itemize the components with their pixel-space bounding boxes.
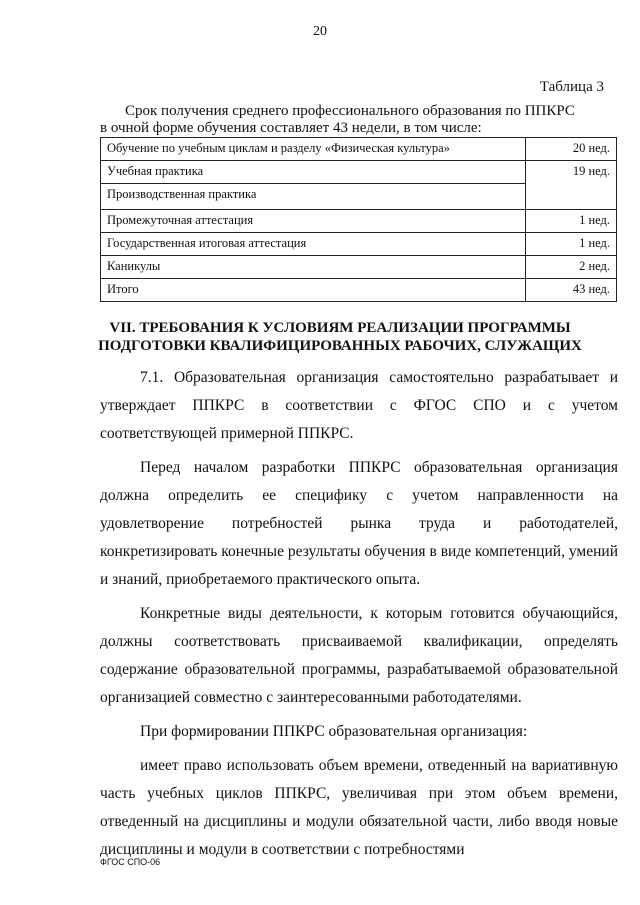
table-row [101, 233, 617, 256]
row-value: 19 нед. [526, 161, 617, 210]
section-heading [60, 319, 620, 355]
row-value: 20 нед. [526, 138, 617, 161]
table-row [101, 279, 617, 302]
study-duration-table [100, 137, 617, 302]
paragraph: имеет право использовать объем времени, отведенный на вариативную часть учебных циклов ППКРС, увеличивая при этом объем времени, отведенный на дисциплины и модули обязательной части, либо вводя новые дисциплины и модули в соответствии с потребностями [100, 757, 618, 858]
table-row [101, 161, 617, 184]
row-value: 43 нед. [526, 279, 617, 302]
row-value: 1 нед. [526, 233, 617, 256]
paragraph: Перед началом разработки ППКРС образовательная организация должна определить ее специфику с учетом направленности на удовлетворение потребностей рынка труда и работодателей, конкретизировать конечные результаты обучения в виде компетенций, умений и знаний, приобретаемого практического опыта. [100, 459, 618, 588]
table-row [101, 256, 617, 279]
footer-code: ФГОС СПО-06 [100, 857, 161, 867]
table-row [101, 210, 617, 233]
paragraph: 7.1. Образовательная организация самостоятельно разрабатывает и утверждает ППКРС в соответствии с ФГОС СПО и с учетом соответствующей примерной ППКРС. [100, 369, 618, 442]
table-intro-line-1: Срок получения среднего профессионального образования по ППКРС [125, 103, 575, 119]
row-name: Каникулы [101, 256, 526, 279]
table-row [101, 138, 617, 161]
row-name: Промежуточная аттестация [101, 210, 526, 233]
body-text [100, 364, 618, 870]
paragraph: Конкретные виды деятельности, к которым готовится обучающийся, должны соответствовать присваиваемой квалификации, определять содержание образовательной программы, разрабатываемой образовательной организацией совместно с заинтересованными работодателями. [100, 605, 618, 706]
table-caption: Таблица 3 [539, 79, 604, 95]
row-value: 2 нед. [526, 256, 617, 279]
row-value: 1 нед. [526, 210, 617, 233]
row-name: Итого [101, 279, 526, 302]
page-number: 20 [313, 24, 327, 39]
paragraph: При формировании ППКРС образовательная организация: [140, 723, 528, 740]
section-heading-line-2: ПОДГОТОВКИ КВАЛИФИЦИРОВАННЫХ РАБОЧИХ, СЛУЖАЩИХ [98, 338, 582, 354]
row-name: Производственная практика [101, 184, 526, 210]
table-intro-line-2: в очной форме обучения составляет 43 недели, в том числе: [100, 120, 482, 136]
section-heading-line-1: VII. ТРЕБОВАНИЯ К УСЛОВИЯМ РЕАЛИЗАЦИИ ПРОГРАММЫ [109, 320, 571, 336]
row-name: Учебная практика [101, 161, 526, 184]
row-name: Обучение по учебным циклам и разделу «Физическая культура» [101, 138, 526, 161]
table-intro [100, 103, 618, 137]
row-name: Государственная итоговая аттестация [101, 233, 526, 256]
